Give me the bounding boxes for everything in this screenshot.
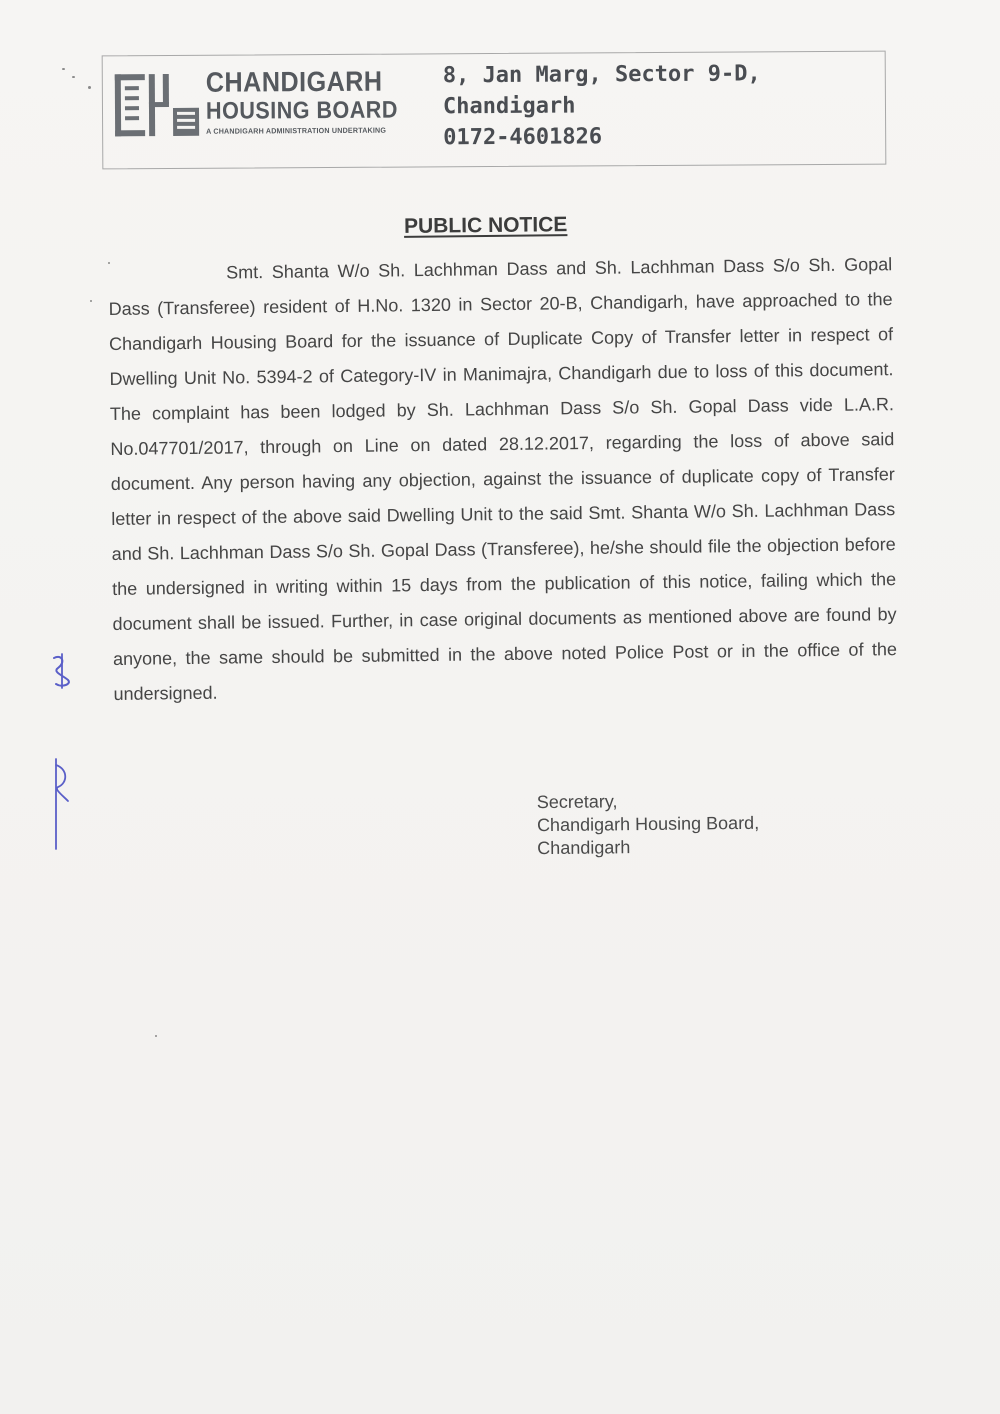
chb-logo-icon — [111, 70, 203, 143]
brand-name-line2: HOUSING BOARD — [205, 96, 398, 125]
brand-tagline: A CHANDIGARH ADMINISTRATION UNDERTAKING — [206, 125, 387, 136]
handwritten-initial-icon — [44, 650, 80, 690]
letterhead — [102, 51, 887, 170]
scan-speck — [62, 68, 65, 70]
brand-block — [206, 66, 421, 135]
scan-speck — [155, 1035, 157, 1037]
signatory-organization: Chandigarh Housing Board, — [536, 812, 760, 836]
scan-speck — [72, 76, 75, 78]
handwritten-mark-icon — [36, 755, 76, 855]
signatory-title: Secretary, — [536, 791, 618, 813]
notice-body: Smt. Shanta W/o Sh. Lachhman Dass and Sh. Lachhman Dass S/o Sh. Gopal Dass (Transferee) resident of H.No. 1320 in Sector 20-B, Chandigarh, have approached to the Chandigarh Housing Board for the issuance of Duplicate Copy of Transfer letter in respect of Dwelling Unit No. 5394-2 of Category-IV in Manimajra, Chandigarh due to loss of this document. The complaint has been lodged by Sh. Lachhman Dass S/o Sh. Gopal Dass vide L.A.R. No.047701/2017, through on Line on dated 28.12.2017, regarding the loss of above said document. Any person having any objection, against the issuance of duplicate copy of Transfer letter in respect of the above said Dwelling Unit to the said Smt. Shanta W/o Sh. Lachhman Dass and Sh. Lachhman Dass S/o Sh. Gopal Dass (Transferee), he/she should file the objection before the undersigned in writing within 15 days from the publication of this notice, failing which the document shall be issued. Further, in case original documents as mentioned above are found by anyone, the same should be submitted in the above noted Police Post or in the office of the undersigned. — [108, 254, 898, 704]
scan-speck — [108, 262, 110, 264]
signatory-city: Chandigarh — [537, 837, 631, 859]
address-block — [443, 58, 874, 154]
brand-name-line1: CHANDIGARH — [205, 65, 383, 98]
phone-number: 0172-4601826 — [443, 124, 603, 151]
scan-speck — [88, 86, 91, 89]
signature-block — [537, 789, 760, 860]
notice-title: PUBLIC NOTICE — [403, 213, 568, 238]
address-line2: Chandigarh — [442, 93, 576, 120]
scan-speck — [90, 300, 92, 302]
address-line1: 8, Jan Marg, Sector 9-D, — [442, 61, 761, 89]
